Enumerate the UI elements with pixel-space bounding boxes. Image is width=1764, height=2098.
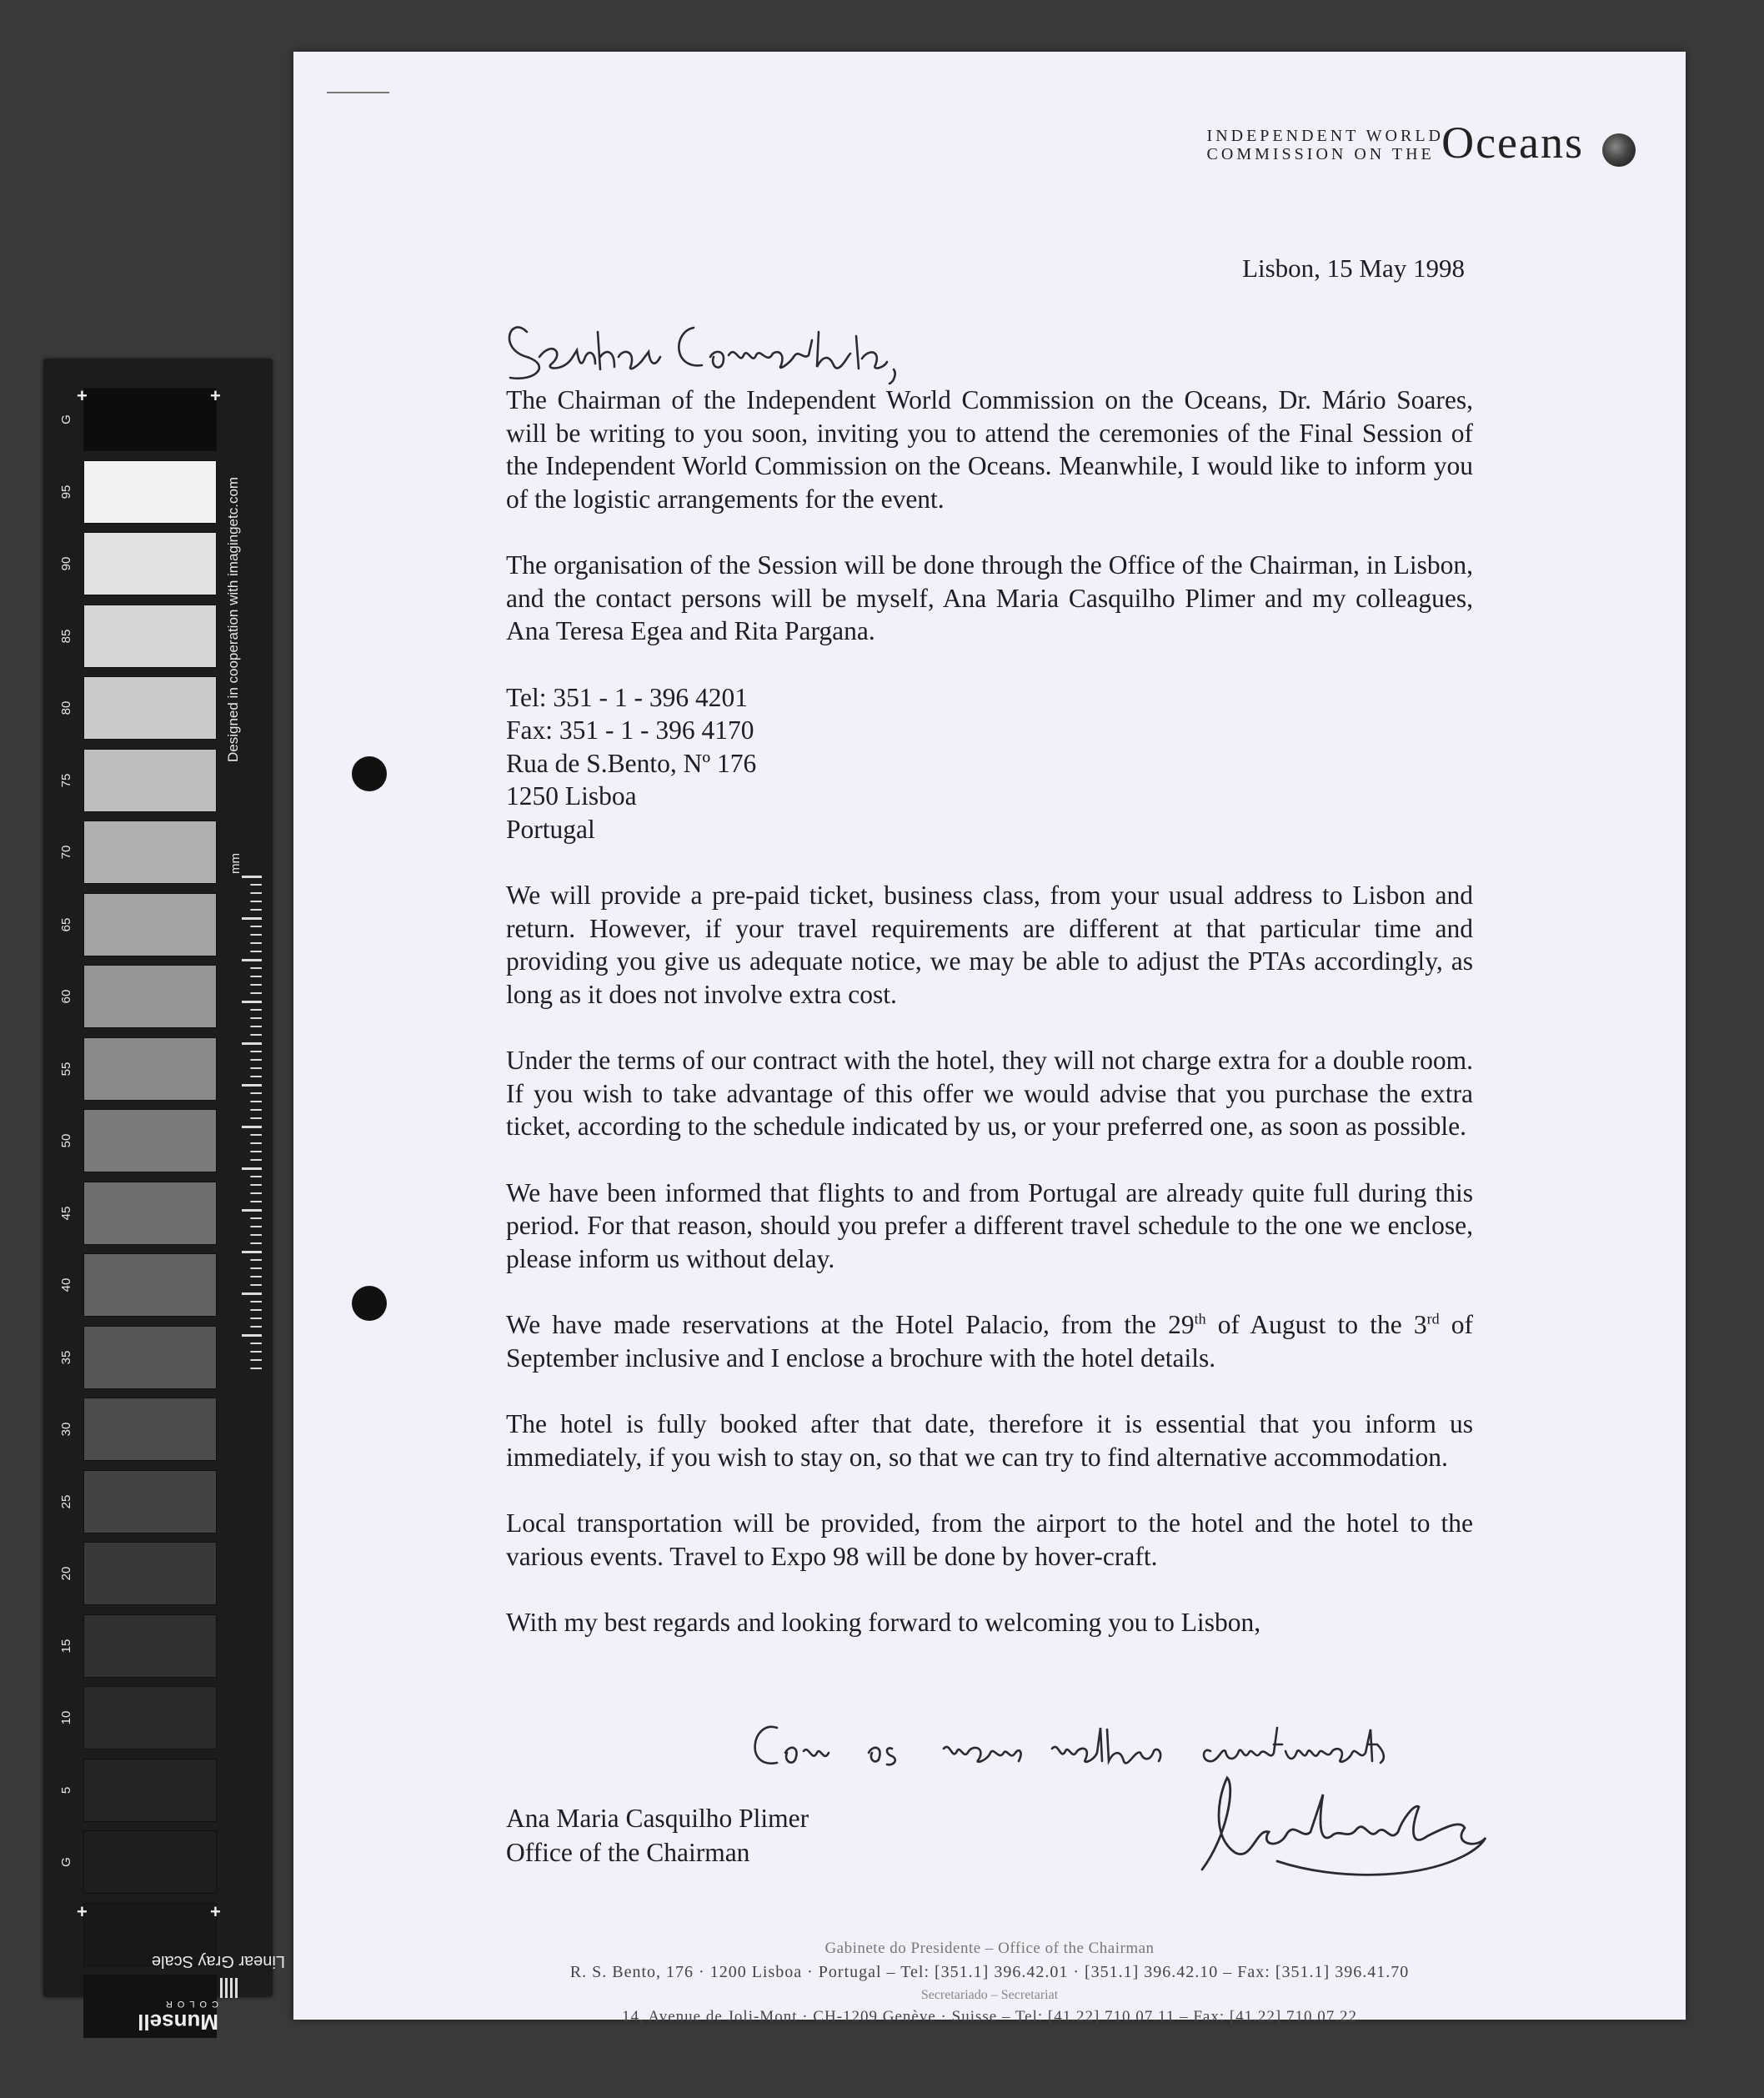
gray-swatch — [83, 605, 217, 668]
munsell-brand — [93, 1976, 218, 2035]
registration-mark: + — [210, 385, 221, 406]
signer-name: Ana Maria Casquilho Plimer — [506, 1804, 809, 1833]
gray-scale-label: 25 — [59, 1494, 73, 1508]
gray-scale-label: 30 — [59, 1422, 73, 1437]
gray-swatch — [83, 1470, 217, 1533]
designed-by-text: Designed in cooperation with imagingetc.com — [225, 476, 241, 762]
brand-subtitle: COLOR — [160, 1999, 218, 2009]
reservation-text-a: We have made reservations at the Hotel Palacio, from the 29 — [506, 1310, 1195, 1339]
gray-scale-label: 35 — [59, 1350, 73, 1364]
letterhead-org — [1207, 127, 1444, 163]
signature — [1177, 1769, 1527, 1899]
letter-body — [506, 384, 1473, 1673]
footer-secretariat-title: Secretariado – Secretariat — [920, 1988, 1059, 2002]
gray-swatch — [83, 388, 217, 451]
gray-swatch — [83, 460, 217, 524]
gray-scale-label: 65 — [59, 917, 73, 931]
paragraph-flights: We have been informed that flights to and from Portugal are already quite full during this period. For that reason, should you prefer a different travel schedule to the one we enclose, please inform us without delay. — [506, 1177, 1473, 1273]
paragraph-hotel-room: Under the terms of our contract with the hotel, they will not charge extra for a double room. If you wish to take advantage of this offer we would advise that you purchase the extra ticket, according to the schedule indicated by us, or your preferred one, as soon as possible. — [506, 1046, 1473, 1141]
gray-swatch — [83, 821, 217, 884]
gray-scale-label: 5 — [59, 1786, 73, 1794]
gray-swatch — [83, 965, 217, 1028]
ordinal-rd: rd — [1426, 1310, 1440, 1328]
paragraph-transport: Local transportation will be provided, from the airport to the hotel and the hotel to the various events. Travel to Expo 98 will be done by hover-craft. — [506, 1508, 1473, 1571]
gray-scale-label: 40 — [59, 1277, 73, 1292]
gray-swatch — [83, 893, 217, 956]
paragraph-organisation: The organisation of the Session will be done through the Office of the Chairman, in Lisbon, and the contact persons will be myself, Ana Maria Casquilho Plimer and my colleagues, Ana Teresa Egea and Rita Pargana. — [506, 550, 1473, 645]
gray-swatch — [83, 749, 217, 812]
gray-swatch — [83, 1398, 217, 1461]
registration-mark: + — [77, 385, 88, 406]
reservation-text-b: of August to the 3 — [1205, 1310, 1427, 1339]
punch-hole — [352, 756, 387, 791]
paragraph-booked: The hotel is fully booked after that date, therefore it is essential that you inform us immediately, if you wish to stay on, so that we can try to find alternative accommodation. — [506, 1409, 1473, 1472]
paragraph-regards: With my best regards and looking forward to welcoming you to Lisbon, — [506, 1608, 1261, 1637]
gray-scale-label: 10 — [59, 1710, 73, 1725]
munsell-logo-icon — [220, 1978, 240, 1998]
gray-swatch — [83, 1109, 217, 1172]
gray-swatch — [83, 1830, 217, 1894]
gray-scale-label: 15 — [59, 1639, 73, 1653]
gray-swatch — [83, 1614, 217, 1678]
contact-tel: Tel: 351 - 1 - 396 4201 — [506, 682, 749, 712]
contact-street: Rua de S.Bento, Nº 176 — [506, 748, 757, 778]
contact-city: 1250 Lisboa — [506, 781, 637, 811]
gray-swatch — [83, 676, 217, 740]
ruler-unit-label: mm — [228, 853, 243, 874]
paragraph-reservations — [506, 1308, 1473, 1374]
gray-scale-label: 45 — [59, 1206, 73, 1220]
registration-mark: + — [77, 1901, 88, 1922]
contact-block — [506, 681, 1473, 846]
pencil-mark — [327, 92, 389, 93]
gray-scale-label: 75 — [59, 773, 73, 787]
letter-date: Lisbon, 15 May 1998 — [1242, 253, 1465, 283]
letterhead-oceans: Oceans — [1441, 118, 1584, 168]
punch-hole — [352, 1286, 387, 1321]
gray-scale-label: 90 — [59, 556, 73, 571]
gray-scale-label: 55 — [59, 1062, 73, 1076]
gray-swatch — [83, 1182, 217, 1245]
gray-swatch — [83, 1326, 217, 1389]
gray-scale-label: 80 — [59, 700, 73, 715]
letterhead-line-1: INDEPENDENT WORLD — [1206, 127, 1444, 145]
gray-scale-label: 85 — [59, 629, 73, 643]
gray-swatch — [83, 1759, 217, 1822]
gray-scale-label: G — [59, 1857, 73, 1867]
paragraph-ticket: We will provide a pre-paid ticket, business class, from your usual address to Lisbon and return. However, if your travel requirements are different at that particular time and providing you give us adequate notice, we may be able to adjust the PTAs accordingly, as long as it does not involve extra cost. — [506, 881, 1473, 1009]
contact-fax: Fax: 351 - 1 - 396 4170 — [506, 715, 754, 745]
gray-scale-label: 60 — [59, 989, 73, 1004]
registration-mark: + — [210, 1901, 221, 1922]
handwritten-salutation — [502, 299, 935, 394]
gray-scale-label: G — [59, 414, 73, 424]
signer-block — [506, 1801, 809, 1870]
gray-scale-label: 70 — [59, 845, 73, 860]
letterhead-line-2: COMMISSION ON THE — [1206, 145, 1435, 163]
gray-scale-card — [43, 359, 285, 2035]
gray-swatch — [83, 532, 217, 595]
gray-swatch — [83, 1037, 217, 1101]
reservation-text-c: of September inclusive and I enclose a brochure with the hotel details. — [506, 1310, 1473, 1373]
scale-product-name: Linear Gray Scale — [151, 1952, 285, 1970]
footer-geneva-address: 14, Avenue de Joli-Mont · CH-1209 Genève · Suisse – Tel: [41.22] 710.07.11 – Fax: [41.22] 710.07.22 — [621, 2008, 1358, 2025]
signer-office: Office of the Chairman — [506, 1838, 750, 1867]
paragraph-invitation: The Chairman of the Independent World Commission on the Oceans, Dr. Mário Soares, will be writing to you soon, inviting you to attend the ceremonies of the Final Session of the Independent World Commission on the Oceans. Meanwhile, I would like to inform you of the logistic arrangements for the event. — [506, 385, 1473, 514]
gray-swatch — [83, 1253, 217, 1317]
globe-icon — [1602, 133, 1636, 167]
footer-lisbon-address: R. S. Bento, 176 · 1200 Lisboa · Portugal – Tel: [351.1] 396.42.01 · [351.1] 396.42.10 – Fax: [351.1] 396.41.70 — [569, 1963, 1410, 1981]
gray-scale-label: 95 — [59, 484, 73, 499]
brand-name: Munsell — [138, 2010, 218, 2035]
gray-swatch — [83, 1542, 217, 1605]
gray-scale-label: 50 — [59, 1133, 73, 1148]
letter-page — [293, 52, 1686, 2025]
gray-scale-label: 20 — [59, 1566, 73, 1581]
gray-swatch — [83, 1686, 217, 1749]
footer-office-title: Gabinete do Presidente – Office of the Chairman — [824, 1940, 1155, 1957]
ordinal-th: th — [1194, 1310, 1206, 1328]
contact-country: Portugal — [506, 814, 595, 844]
